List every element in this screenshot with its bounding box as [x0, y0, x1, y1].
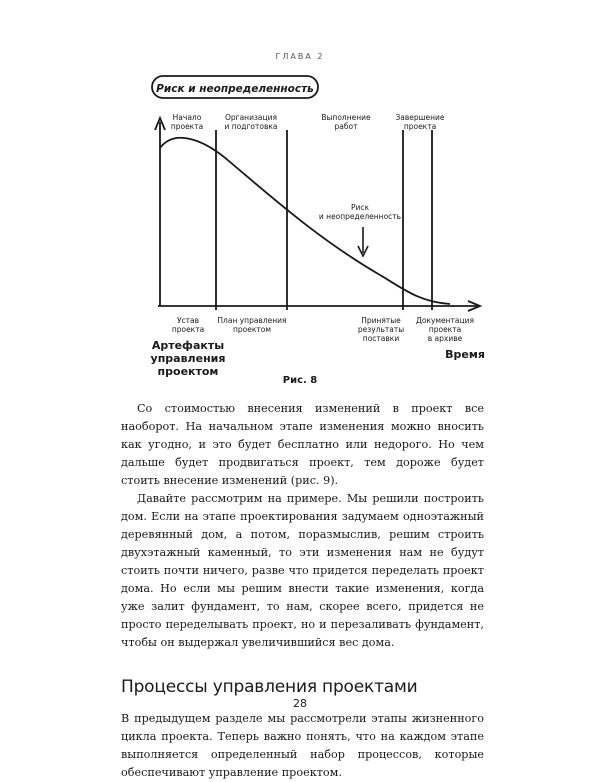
bottom-label-plan: План управления проектом [217, 316, 287, 334]
bottom-label-archive: Документация проекта в архиве [415, 316, 475, 343]
time-label: Время [445, 348, 485, 361]
body-text [121, 400, 484, 782]
page-number: 28 [293, 697, 307, 710]
top-label-execution: Выполнение работ [321, 113, 371, 131]
paragraph-1: Со стоимостью внесения изменений в проект все наоборот. На начальном этапе изменения можно вносить как угодно, и это будет бесплатно или недорого. Но чем дальше будет продвигаться проект, тем дороже будет стоить внесение изменений (рис. 9). [121, 402, 484, 487]
paragraph-2: Давайте рассмотрим на примере. Мы решили построить дом. Если на этапе проектирования задумаем одноэтажный деревянный дом, а потом, поразмыслив, решим строить двухэтажный каменный, то эти изменения нам не будут стоить почти ничего, разве что придется переделать проект дома. Но если мы решим внести такие изменения, когда уже залит фундамент, то нам, скорее всего, придется не просто переделывать проект, но и перезаливать фундамент, чтобы он выдержал увеличившийся вес дома. [121, 492, 484, 649]
curve-label: Риск и неопределенность [318, 203, 402, 221]
figure-caption: Рис. 8 [282, 375, 318, 386]
top-label-completion: Завершение проекта [395, 113, 445, 131]
risk-uncertainty-figure [0, 70, 600, 378]
figure-title: Риск и неопределенность [156, 83, 314, 95]
bottom-label-charter: Устав проекта [171, 316, 205, 334]
section-heading: Процессы управления проектами [121, 677, 418, 697]
top-label-start: Начало проекта [170, 113, 204, 131]
section-paragraph: В предыдущем разделе мы рассмотрели этапы жизненного цикла проекта. Теперь важно понять, что на каждом этапе выполняется определенный набор процессов, которые обеспечивают управление проектом. [121, 712, 484, 779]
artifacts-label: Артефакты управления проектом [150, 339, 226, 378]
running-head: ГЛАВА 2 [275, 52, 325, 61]
top-label-organization: Организация и подготовка [224, 113, 278, 131]
risk-curve [160, 138, 450, 304]
bottom-label-deliverables: Принятые результаты поставки [357, 316, 405, 343]
